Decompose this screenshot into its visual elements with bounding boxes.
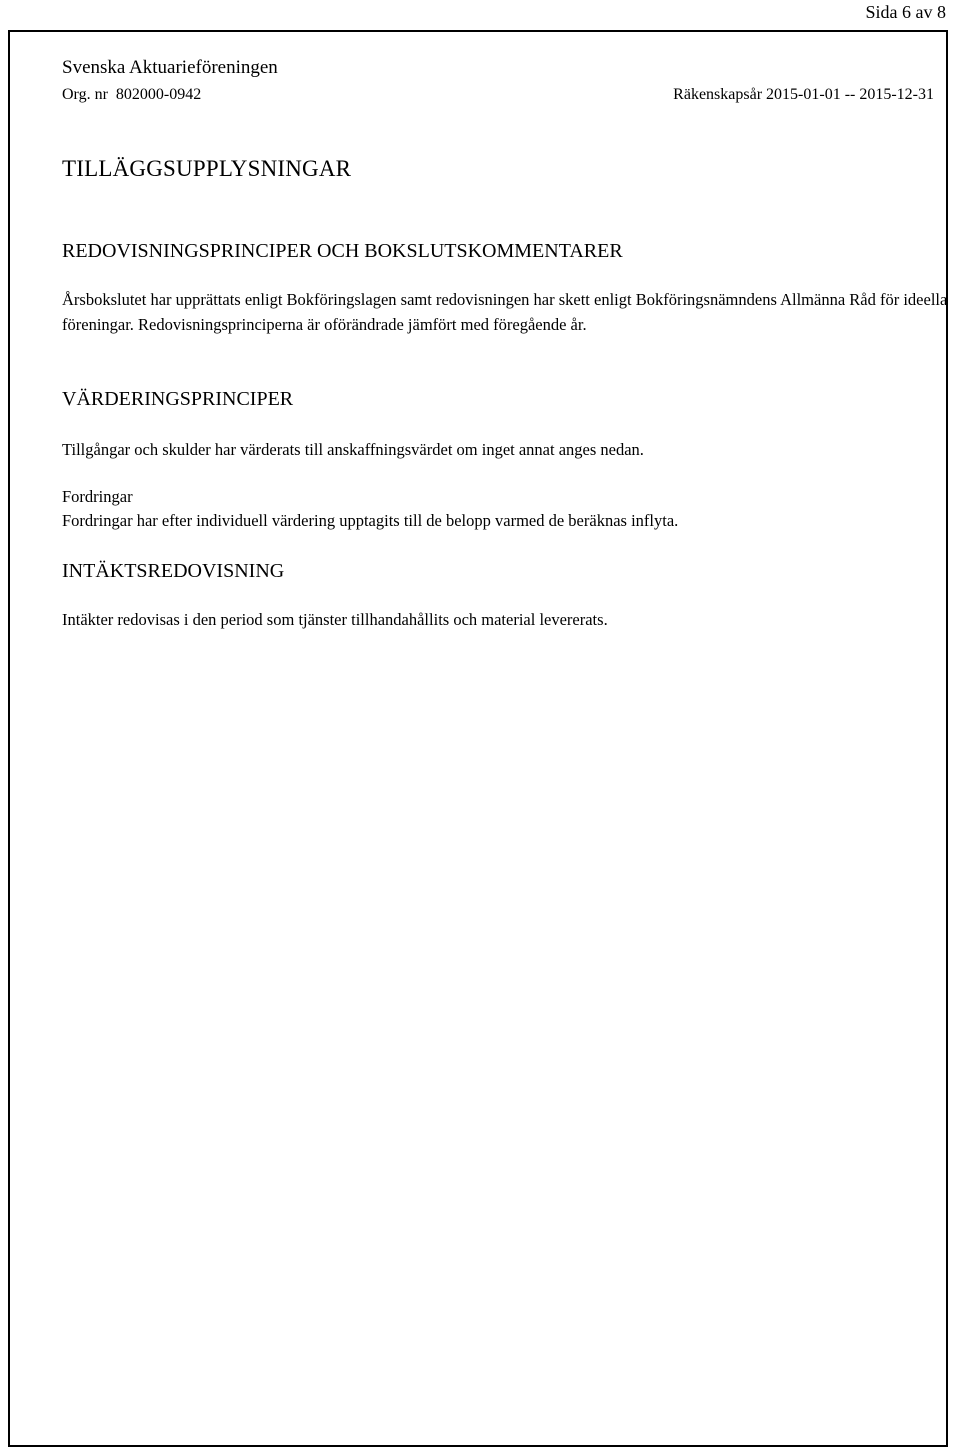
org-number: Org. nr 802000-0942: [62, 86, 202, 103]
page-number: Sida 6 av 8: [865, 2, 946, 22]
receivables-subheading: Fordringar: [62, 487, 133, 506]
receivables-paragraph: Fordringar har efter individuell värdering upptagits till de belopp varmed de beräknas inflyta.: [62, 511, 679, 530]
revenue-paragraph: Intäkter redovisas i den period som tjänster tillhandahållits och material levererats.: [62, 610, 608, 629]
section-heading-revenue: INTÄKTSREDOVISNING: [62, 560, 285, 582]
section-heading-valuation: VÄRDERINGSPRINCIPER: [62, 388, 294, 410]
page-title: TILLÄGGSUPPLYSNINGAR: [62, 156, 352, 181]
fiscal-year: Räkenskapsår 2015-01-01 -- 2015-12-31: [673, 86, 934, 103]
organization-name: Svenska Aktuarieföreningen: [62, 57, 278, 78]
valuation-paragraph: Tillgångar och skulder har värderats till anskaffningsvärdet om inget annat anges nedan.: [62, 440, 644, 459]
section-heading-principles: REDOVISNINGSPRINCIPER OCH BOKSLUTSKOMMENTARER: [62, 240, 623, 262]
principles-paragraph: Årsbokslutet har upprättats enligt Bokföringslagen samt redovisningen har skett enligt Bokföringsnämndens Allmänna Råd för ideella föreningar. Redovisningsprinciperna är oförändrade jämfört med föregående år.: [62, 290, 948, 334]
